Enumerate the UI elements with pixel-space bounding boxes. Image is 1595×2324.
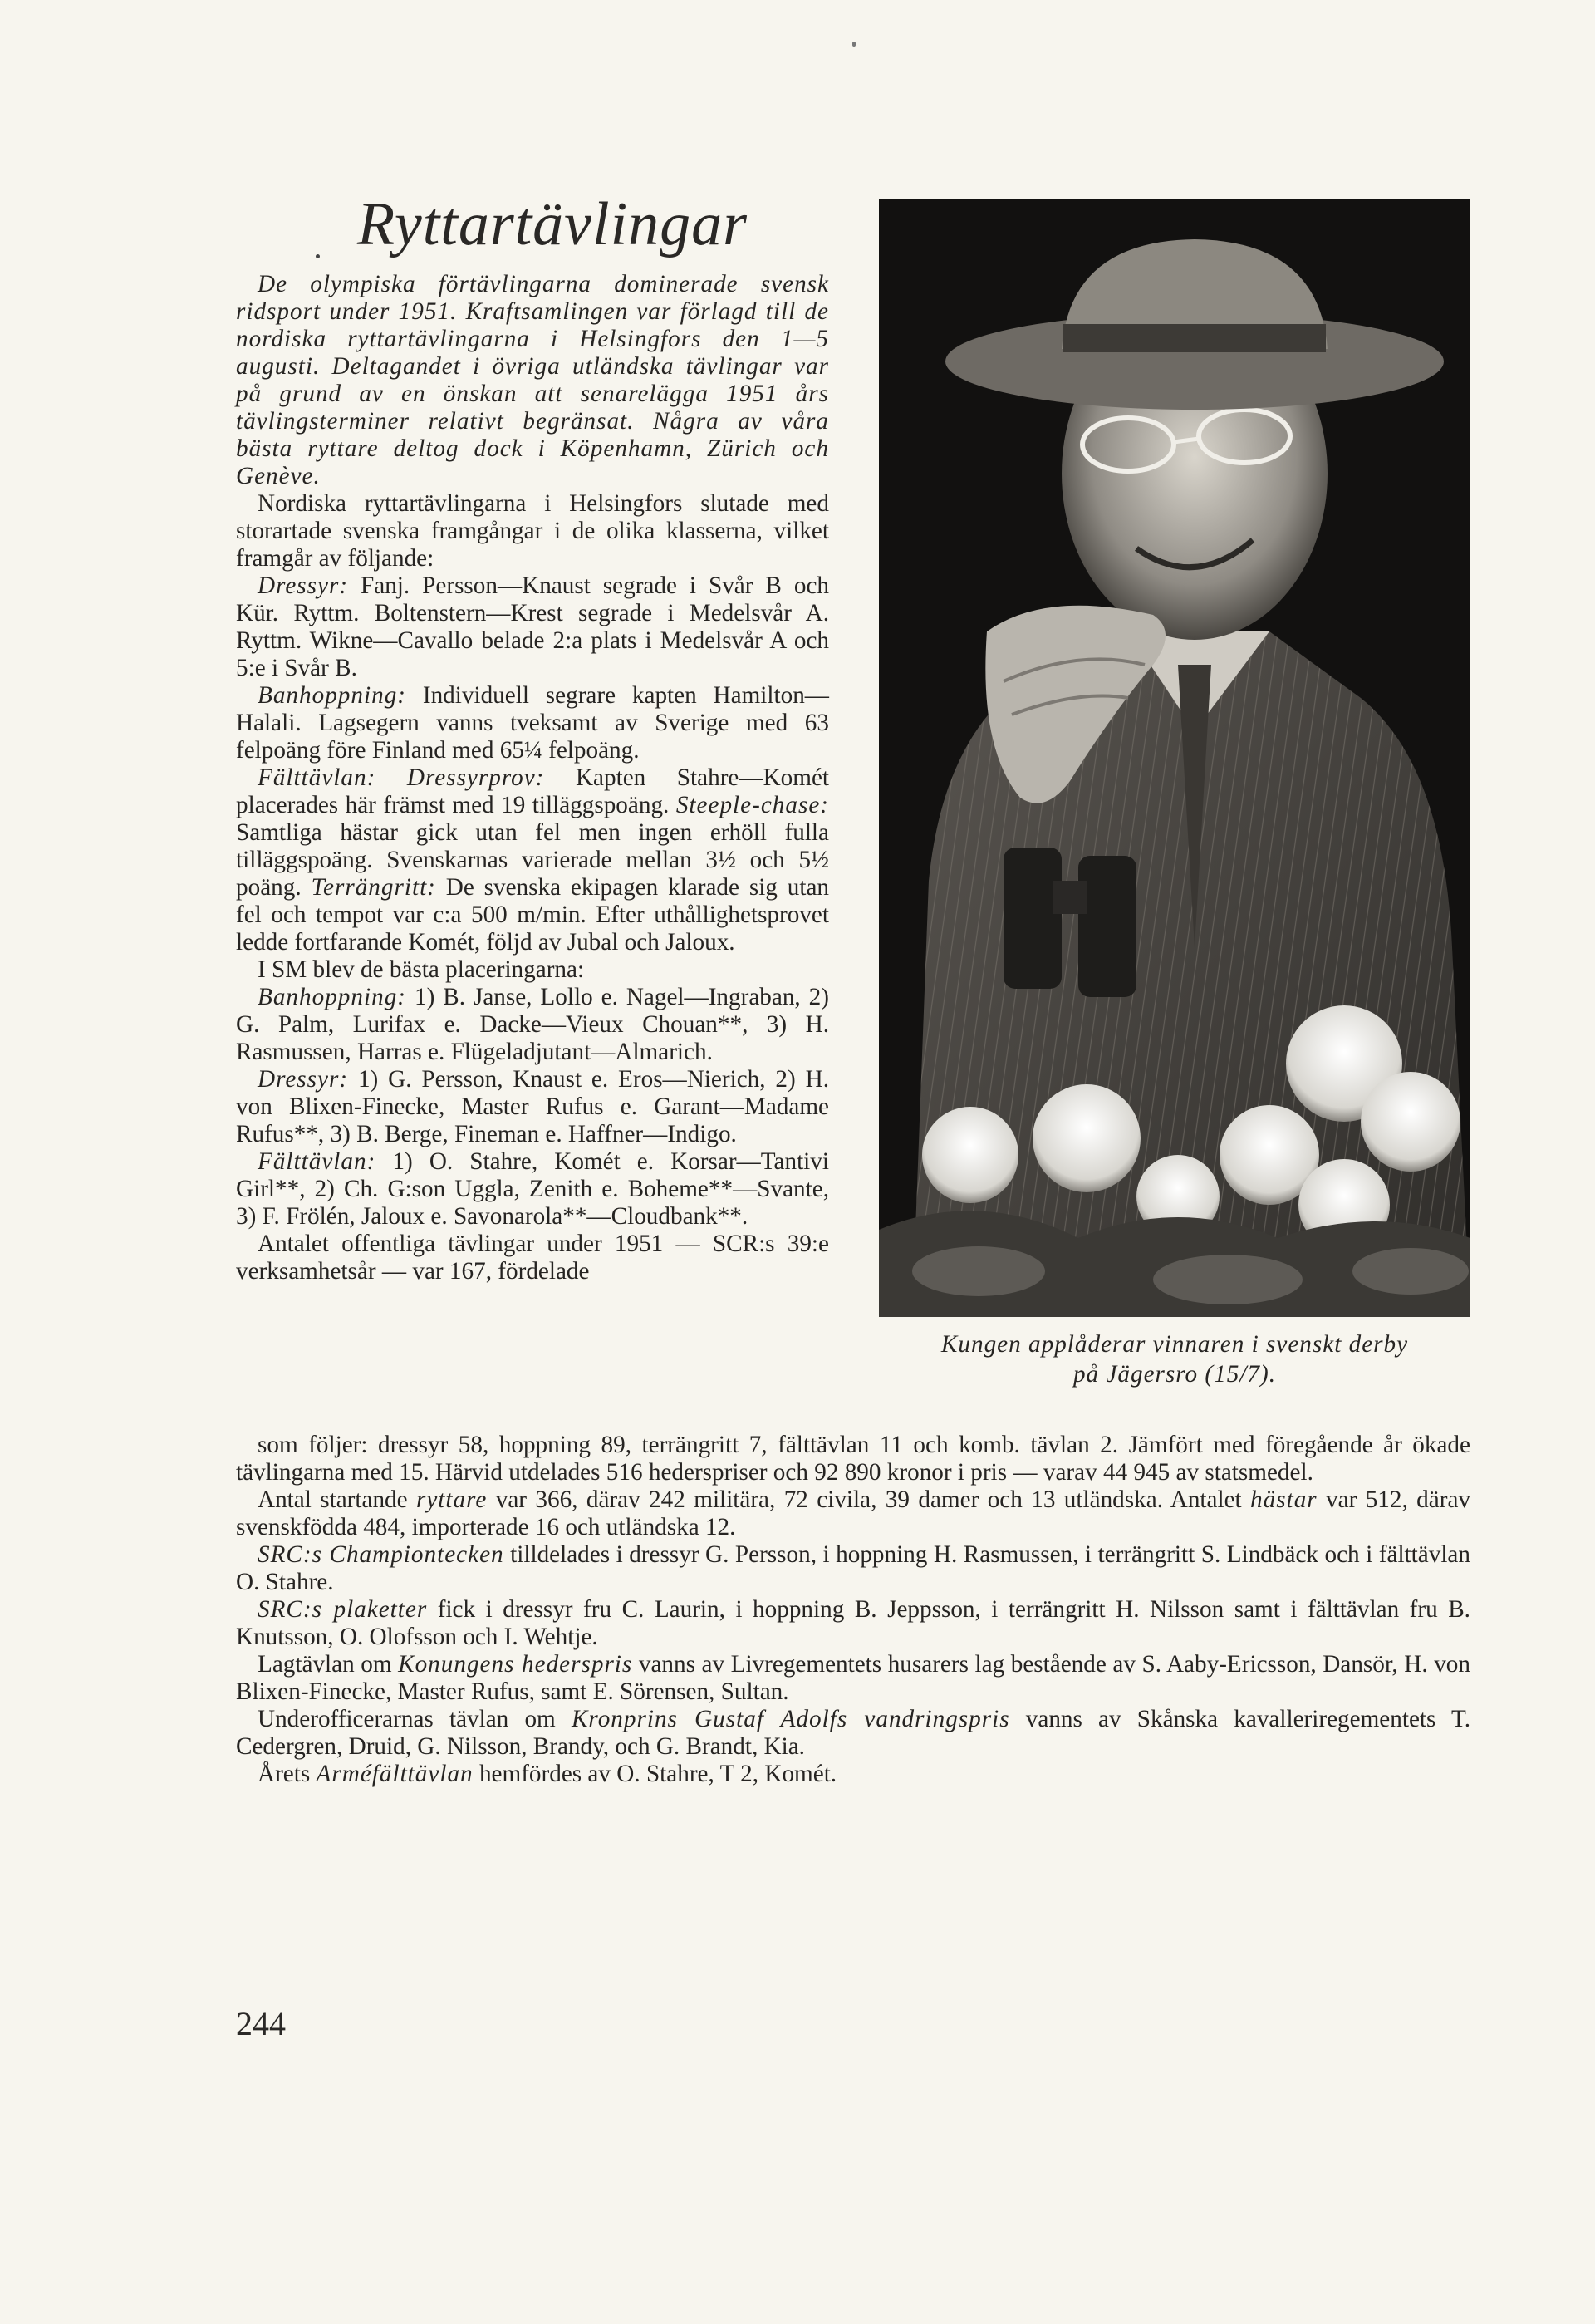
- italic-term: SRC:s Championtecken: [258, 1541, 504, 1568]
- italic-term: Dressyrprov:: [406, 764, 545, 791]
- photo-illustration: [879, 199, 1470, 1317]
- italic-term: ryttare: [415, 1486, 488, 1513]
- paragraph: [236, 271, 829, 490]
- paragraph: [236, 1231, 829, 1285]
- italic-term: hästar: [1250, 1486, 1318, 1513]
- italic-term: Fälttävlan:: [258, 1148, 376, 1175]
- print-mark: [316, 254, 320, 258]
- text-run: De svenska ekipagen klarade sig utan fel och tempot var c:a 500 m/min. Efter uthållighetsprovet ledde fortfarande Komét, följd av Jubal och Jaloux.: [236, 874, 829, 956]
- italic-term: Fälttävlan:: [258, 764, 376, 791]
- paragraph: [236, 1541, 1470, 1596]
- text-run: Fanj. Persson—Knaust segrade i Svår B och Kür. Ryttm. Boltenstern—Krest segrade i Medelsvår A. Ryttm. Wikne—Cavallo belade 2:a plats i Medelsvår A och 5:e i Svår B.: [236, 572, 829, 681]
- text-run: vanns av Livregementets husarers lag bestående av S. Aaby-Ericsson, Dansör, H. von Blixen-Finecke, Master Rufus, samt E. Sörensen, Sultan.: [236, 1651, 1470, 1705]
- italic-term: SRC:s plaketter: [258, 1596, 428, 1623]
- paragraph: [236, 956, 829, 984]
- paragraph: [236, 490, 829, 572]
- photo-king-applauding: [879, 199, 1470, 1317]
- caption-line: på Jägersro (15/7).: [1072, 1361, 1277, 1388]
- italic-term: Steeple-chase:: [675, 792, 829, 818]
- text-run: hemfördes av O. Stahre, T 2, Komét.: [473, 1761, 837, 1787]
- paragraph: [236, 1596, 1470, 1651]
- photo-caption: [879, 1329, 1470, 1389]
- italic-term: Dressyr:: [258, 1066, 349, 1093]
- italic-term: Konungens hederspris: [398, 1651, 633, 1678]
- paragraph: [236, 682, 829, 764]
- text-run: Samtliga hästar gick utan fel men ingen erhöll fulla tilläggspoäng. Svenskarnas varierade mellan 3½ och 5½ poäng.: [236, 819, 829, 901]
- article-full-width: [236, 1432, 1470, 1788]
- italic-term: Dressyr:: [258, 572, 349, 599]
- text-run: 1) G. Persson, Knaust e. Eros—Nierich, 2) H. von Blixen-Finecke, Master Rufus e. Garant—Madame Rufus**, 3) B. Berge, Fineman e. Haffner—Indigo.: [236, 1066, 829, 1147]
- paragraph: [236, 1761, 1470, 1788]
- print-mark: [852, 42, 856, 47]
- text-run: Årets: [258, 1761, 317, 1787]
- page-number: 244: [236, 2005, 286, 2042]
- paragraph: [236, 572, 829, 682]
- paragraph: [236, 1651, 1470, 1706]
- paragraph: [236, 1066, 829, 1148]
- text-run: Lagtävlan om: [258, 1651, 399, 1678]
- paragraph: [236, 1486, 1470, 1541]
- paragraph: [236, 1706, 1470, 1761]
- text-run: I SM blev de bästa placeringarna:: [258, 956, 585, 983]
- text-run: var 512, därav svenskfödda 484, importerade 16 och utländska 12.: [236, 1486, 1470, 1540]
- text-run: Underofficerarnas tävlan om: [258, 1706, 572, 1732]
- text-run: fick i dressyr fru C. Laurin, i hoppning B. Jeppsson, i terrängritt H. Nilsson samt i fälttävlan fru B. Knutsson, O. Olofsson och I. Wehtje.: [236, 1596, 1470, 1650]
- article-column: [236, 271, 829, 1285]
- italic-term: De olympiska förtävlingarna dominerade svensk ridsport under 1951. Kraftsamlingen var förlagd till de nordiska ryttartävlingarna i Helsingfors den 1—5 augusti. Deltagandet i övriga utländska tävlingar var på grund av en önskan att senarelägga 1951 års tävlingsterminer relativt begränsat. Några av våra bästa ryttare deltog dock i Köpenhamn, Zürich och Genève.: [236, 271, 829, 489]
- text-run: var 366, därav 242 militära, 72 civila, 39 damer och 13 utländska. Antalet: [487, 1486, 1251, 1513]
- text-run: [375, 764, 407, 791]
- caption-line: Kungen applåderar vinnaren i svenskt derby: [940, 1331, 1409, 1358]
- text-run: 1) B. Janse, Lollo e. Nagel—Ingraban, 2) G. Palm, Lurifax e. Dacke—Vieux Chouan**, 3) H. Rasmussen, Harras e. Flügeladjutant—Almarich.: [236, 984, 829, 1065]
- paragraph: [236, 764, 829, 956]
- text-run: Kapten Stahre—Komét placerades här främst med 19 tilläggspoäng.: [236, 764, 830, 818]
- text-run: Individuell segrare kapten Hamilton—Halali. Lagsegern vanns tveksamt av Sverige med 63 felpoäng före Finland med 65¼ felpoäng.: [236, 682, 829, 764]
- page-title: Ryttartävlingar: [357, 190, 748, 258]
- paragraph: [236, 984, 829, 1066]
- text-run: som följer: dressyr 58, hoppning 89, terrängritt 7, fälttävlan 11 och komb. tävlan 2. Jämfört med föregående år ökade tävlingarna med 15. Härvid utdelades 516 hederspriser och 92 890 kronor i pris — varav 44 945 av statsmedel.: [236, 1432, 1470, 1486]
- italic-term: Kronprins Gustaf Adolfs vandringspris: [571, 1706, 1010, 1732]
- italic-term: Banhoppning:: [258, 984, 407, 1010]
- text-run: Antalet offentliga tävlingar under 1951 — SCR:s 39:e verksamhetsår — var 167, fördelade: [236, 1231, 829, 1285]
- italic-term: Arméfälttävlan: [316, 1761, 474, 1787]
- text-run: Nordiska ryttartävlingarna i Helsingfors slutade med storartade svenska framgångar i de olika klasserna, vilket framgår av följande:: [236, 490, 829, 572]
- text-run: vanns av Skånska kavalleriregementets T. Cedergren, Druid, G. Nilsson, Brandy, och G. Brandt, Kia.: [236, 1706, 1470, 1760]
- text-run: 1) O. Stahre, Komét e. Korsar—Tantivi Girl**, 2) Ch. G:son Uggla, Zenith e. Boheme**—Svante, 3) F. Frölén, Jaloux e. Savonarola**—Cloudbank**.: [236, 1148, 829, 1230]
- italic-term: Terrängritt:: [311, 874, 436, 901]
- paragraph: [236, 1432, 1470, 1486]
- text-run: Antal startande: [258, 1486, 416, 1513]
- italic-term: Banhoppning:: [258, 682, 407, 709]
- paragraph: [236, 1148, 829, 1231]
- text-run: tilldelades i dressyr G. Persson, i hoppning H. Rasmussen, i terrängritt S. Lindbäck och i fälttävlan O. Stahre.: [236, 1541, 1470, 1595]
- binoculars: [1004, 848, 1062, 989]
